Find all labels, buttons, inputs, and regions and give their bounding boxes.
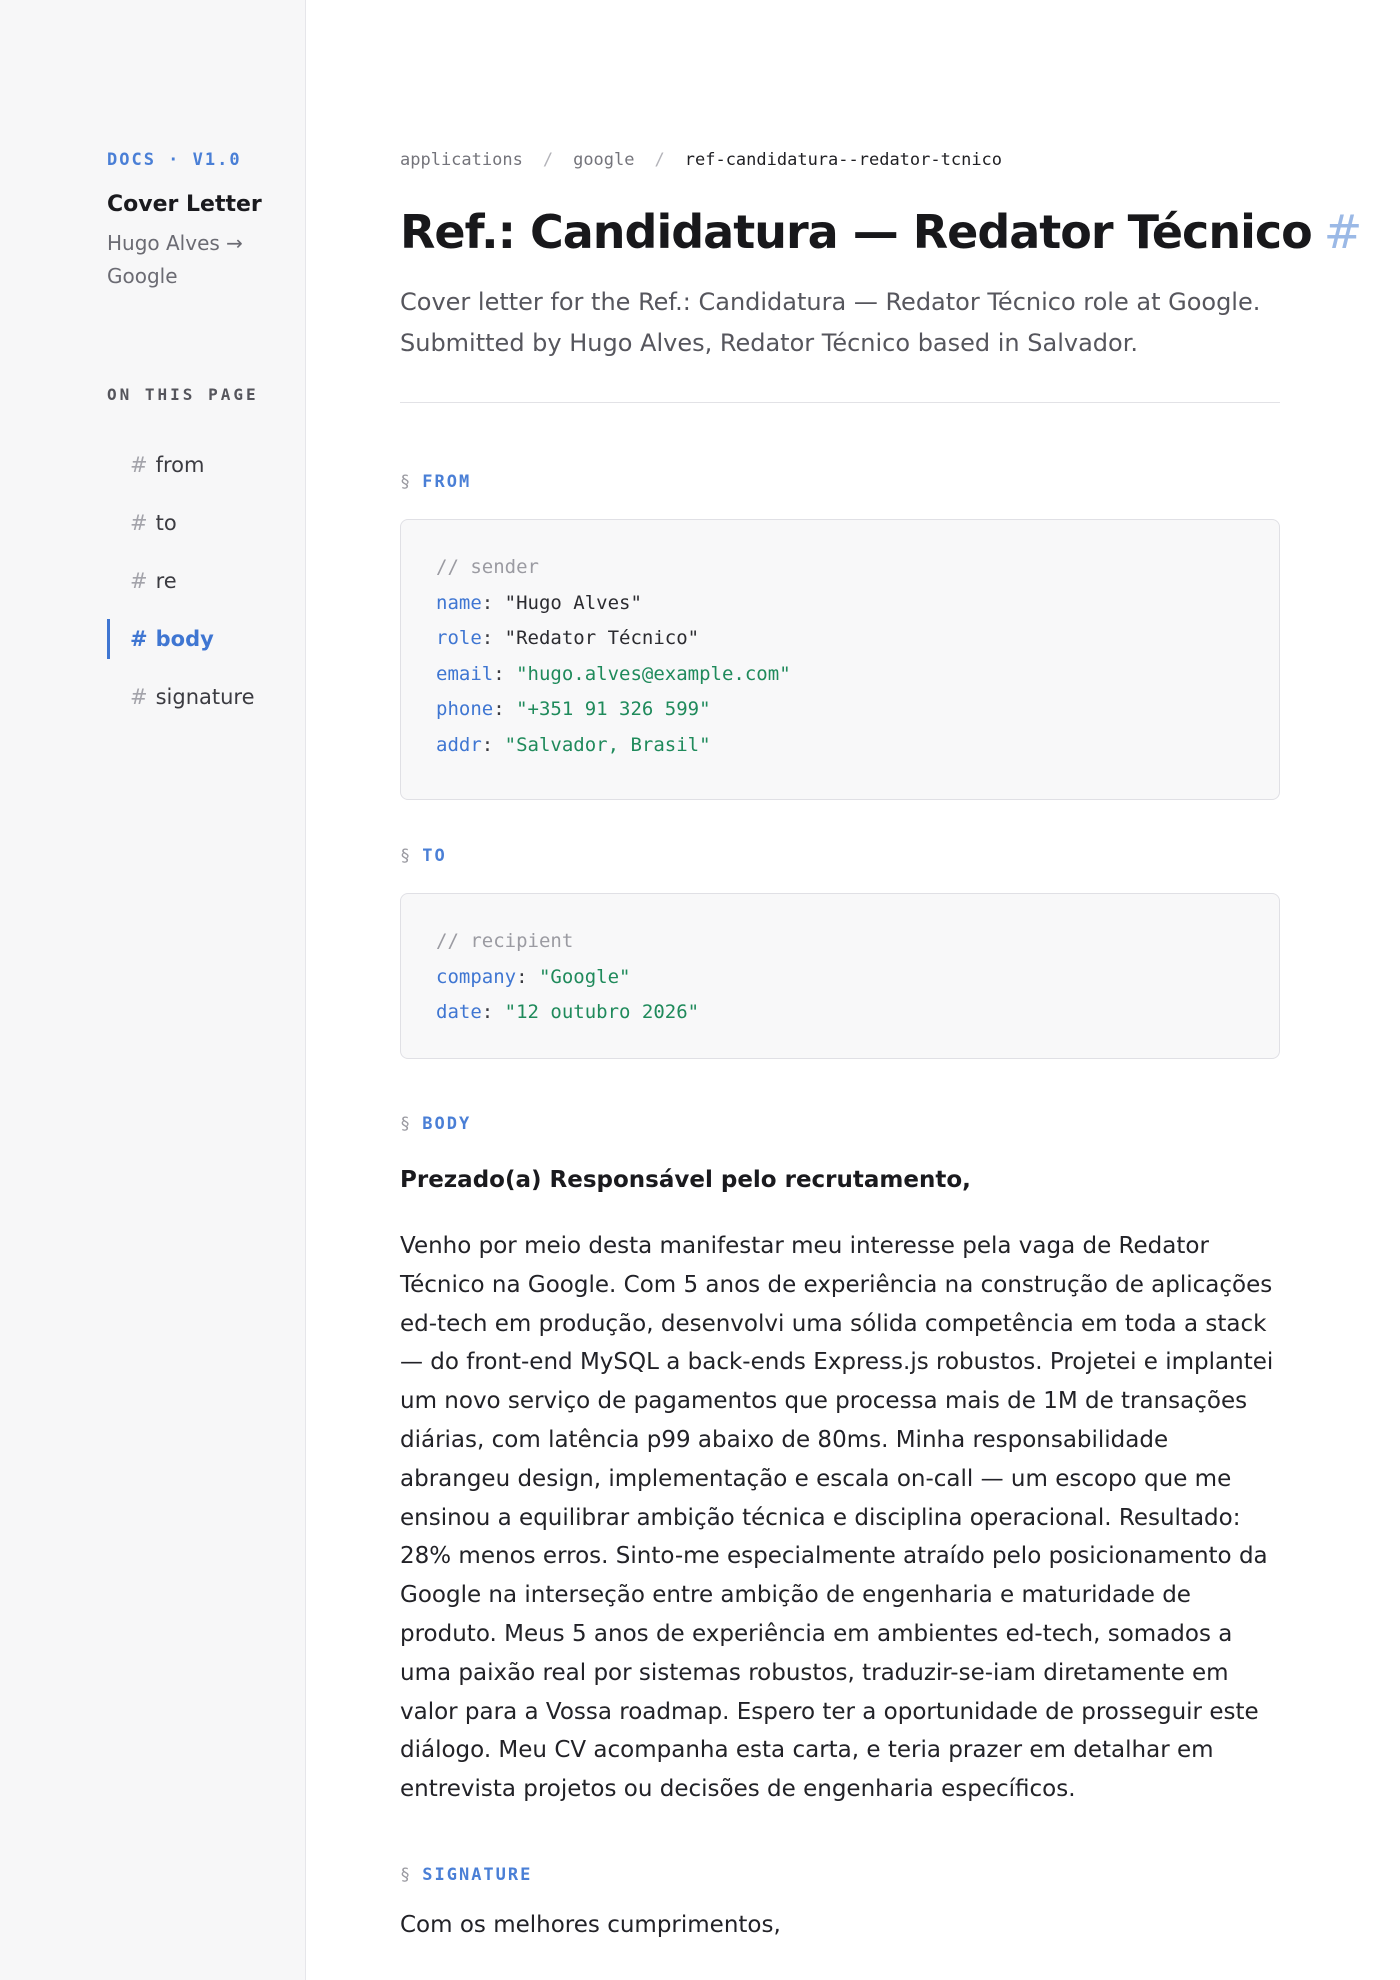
code-line-name: name: "Hugo Alves" [436,591,642,614]
code-value: "Redator Técnico" [504,627,700,650]
section-icon: § [400,1114,411,1134]
breadcrumb-separator: / [654,150,665,170]
code-key: name [436,591,482,614]
breadcrumb-current: ref-candidatura--redator-tcnico [684,150,1003,170]
code-value: "Salvador, Brasil" [504,733,711,756]
breadcrumb-applications[interactable]: applications [400,150,523,170]
section-icon: § [400,472,411,492]
code-key: role [436,627,482,650]
page-title-text: Ref.: Candidatura — Redator Técnico [400,205,1312,259]
hash-icon: # [130,685,148,709]
sidebar-subtitle: Hugo Alves → Google [107,231,243,288]
table-of-contents [107,436,297,726]
hash-icon: # [130,453,148,477]
toc-item-label: to [155,511,177,535]
code-comment: // recipient [436,930,574,952]
toc-item-label: re [155,569,177,593]
code-line-date: date: "12 outubro 2026" [436,1001,700,1024]
section-label-to [400,846,447,866]
letter-greeting: Prezado(a) Responsável pelo recrutamento, [400,1167,971,1193]
section-icon: § [400,1865,411,1885]
code-value: "12 outubro 2026" [504,1001,700,1024]
code-key: phone [436,698,494,721]
divider [400,402,1280,403]
section-label-text: TO [422,846,447,866]
code-line-email: email: "hugo.alves@example.com" [436,662,791,685]
code-comment: // sender [436,556,539,578]
letter-body: Venho por meio desta manifestar meu interesse pela vaga de Redator Técnico na Google. Com 5 anos de experiência na construção de aplicações ed-tech em produção, desenvolvi uma sólida competência em toda a stack — do front-end MySQL a back-ends Express.js robustos. Projetei e implantei um novo serviço de pagamentos que processa mais de 1M de transações diárias, com latência p99 abaixo de 80ms. Minha responsabilidade abrangeu design, implementação e escala on-call — um escopo que me ensinou a equilibrar ambição técnica e disciplina operacional. Resultado: 28% menos erros. Sinto-me especialmente atraído pelo posicionamento da Google na interseção entre ambição de engenharia e maturidade de produto. Meus 5 anos de experiência em ambientes ed-tech, somados a uma paixão real por sistemas robustos, traduzir-se-iam diretamente em valor para a Vossa roadmap. Espero ter a oportunidade de prosseguir este diálogo. Meu CV acompanha esta carta, e teria prazer em detalhar em entrevista projetos ou decisões de engenharia específicos. [400,1233,1274,1803]
hash-icon: # [130,627,148,651]
toc-item-label: from [155,453,205,477]
sidebar [0,0,306,1980]
code-line-phone: phone: "+351 91 326 599" [436,698,711,721]
toc-item-signature[interactable] [107,668,297,726]
code-key: addr [436,733,482,756]
on-this-page-heading: ON THIS PAGE [107,385,259,404]
hash-icon: # [130,569,148,593]
recipient-code-block [400,893,1280,1059]
breadcrumb-google[interactable]: google [573,150,635,170]
code-key: email [436,662,494,685]
code-key: date [436,1001,482,1024]
section-label-text: FROM [422,472,472,492]
code-line-company: company: "Google" [436,965,631,988]
toc-item-re[interactable] [107,552,297,610]
toc-item-label: body [155,627,214,651]
toc-item-body[interactable] [107,610,297,668]
page-lead: Cover letter for the Ref.: Candidatura — Redator Técnico role at Google. Submitted by Hugo Alves, Redator Técnico based in Salvador. [400,288,1261,357]
hash-icon: # [130,511,148,535]
code-value: "Google" [538,965,631,988]
section-label-body [400,1114,471,1134]
code-value: "+351 91 326 599" [516,698,711,721]
section-label-signature [400,1865,532,1885]
section-label-from [400,472,471,492]
breadcrumb-separator: / [542,150,554,170]
section-label-text: SIGNATURE [422,1865,533,1885]
sidebar-title: Cover Letter [107,192,262,217]
page-title [400,205,1362,259]
toc-item-from[interactable] [107,436,297,494]
code-line-addr: addr: "Salvador, Brasil" [436,733,711,756]
code-key: company [436,965,517,988]
toc-item-to[interactable] [107,494,297,552]
letter-closing: Com os melhores cumprimentos, [400,1912,781,1938]
toc-item-label: signature [155,685,255,709]
code-line-role: role: "Redator Técnico" [436,627,700,650]
section-label-text: BODY [422,1114,472,1134]
section-icon: § [400,846,411,866]
code-value: "hugo.alves@example.com" [516,662,791,685]
code-value: "Hugo Alves" [504,591,642,614]
anchor-link-icon[interactable]: # [1323,205,1362,259]
sender-code-block [400,519,1280,800]
breadcrumb [400,150,1002,170]
docs-version-label: DOCS · V1.0 [107,150,242,170]
